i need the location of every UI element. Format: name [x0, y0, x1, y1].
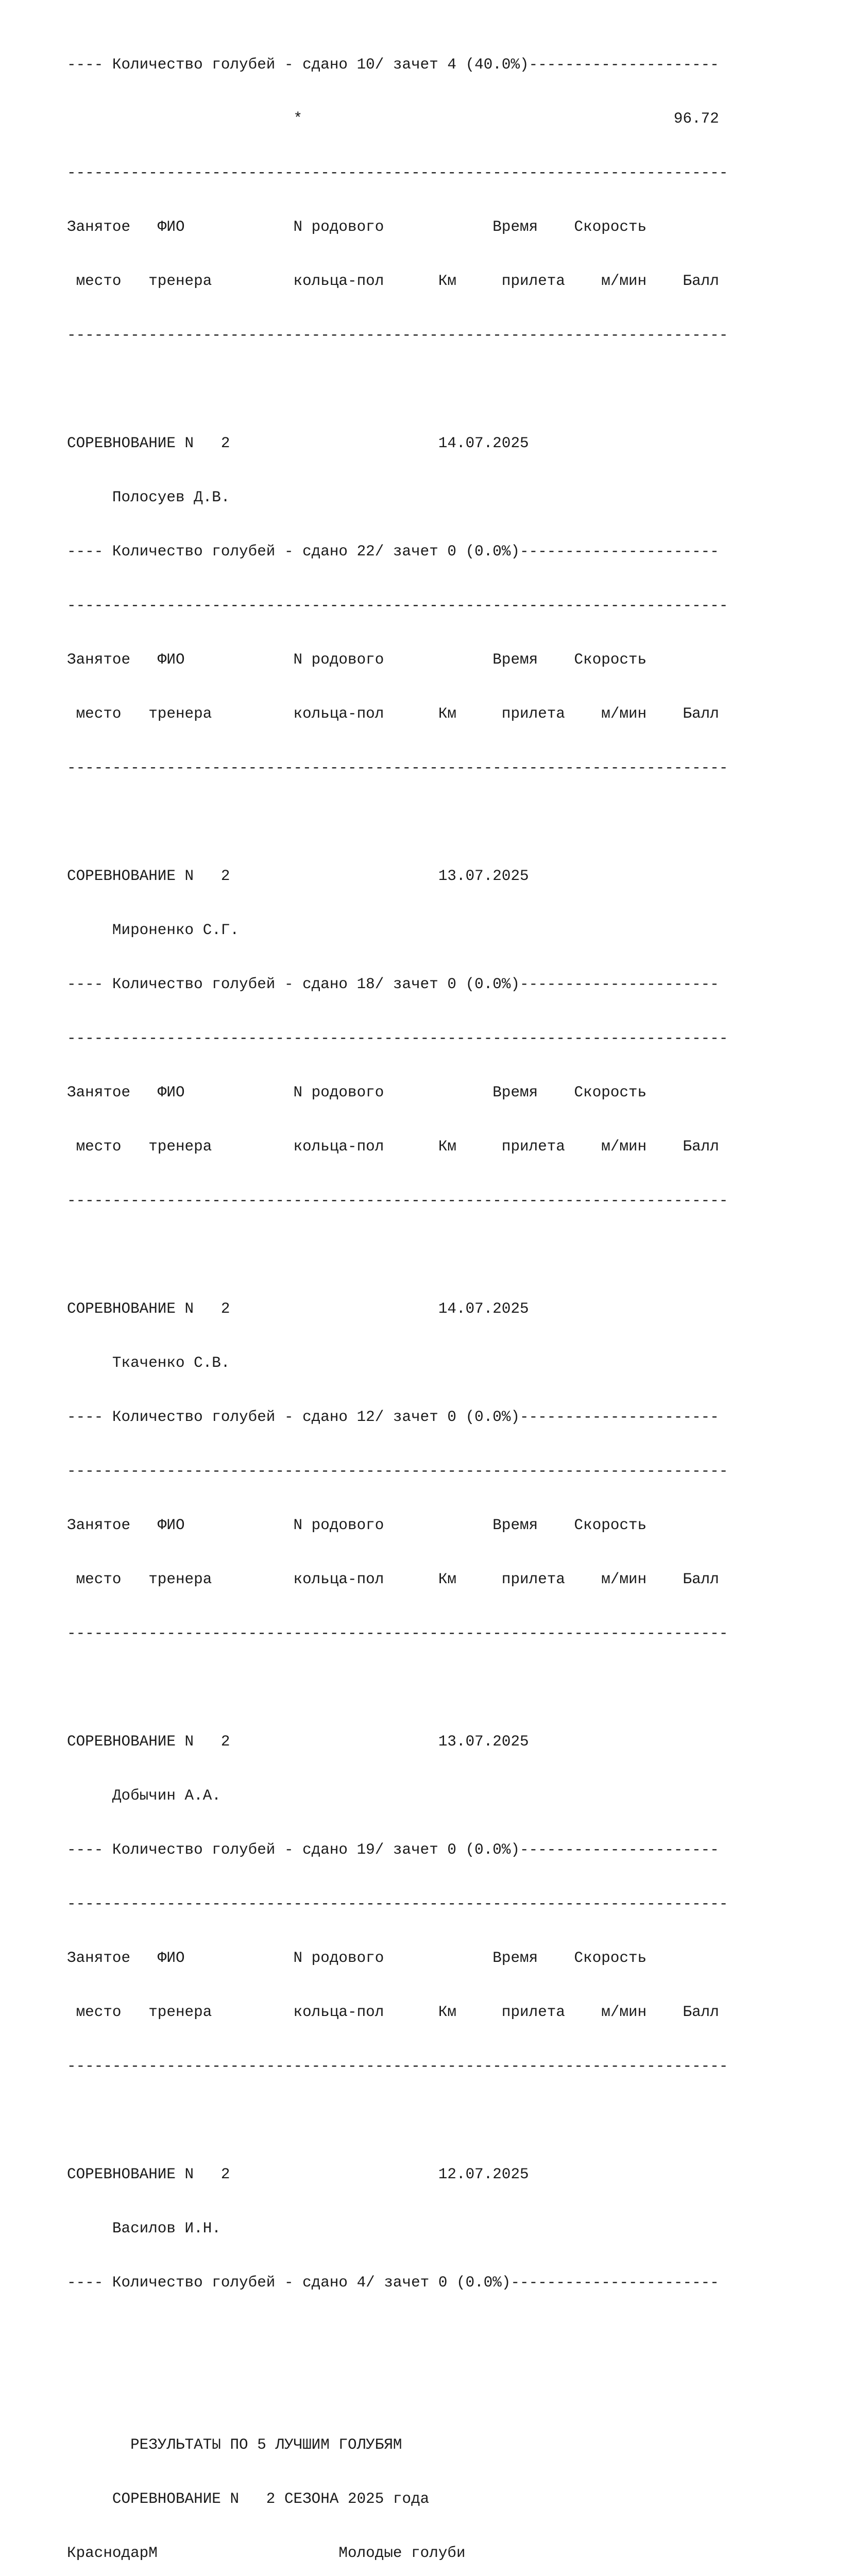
blank-line	[67, 2382, 728, 2400]
table-header-row-2: место тренера кольца-пол Км прилета м/мин Балл	[67, 1571, 719, 1588]
separator-line: -------------------------------------------------------------------------	[67, 759, 728, 776]
trainer-name: Полосуев Д.В.	[67, 489, 230, 506]
trainer-name: Добычин А.А.	[67, 1787, 221, 1804]
report-printout	[67, 20, 728, 2576]
pigeon-count-summary: ---- Количество голубей - сдано 22/ зачет 0 (0.0%)----------------------	[67, 543, 719, 560]
separator-line: -------------------------------------------------------------------------	[67, 2058, 728, 2075]
separator-line: -------------------------------------------------------------------------	[67, 597, 728, 614]
separator-line: -------------------------------------------------------------------------	[67, 327, 728, 344]
pigeon-count-summary: ---- Количество голубей - сдано 4/ зачет 0 (0.0%)-----------------------	[67, 2274, 719, 2291]
table-header-row-2: место тренера кольца-пол Км прилета м/мин Балл	[67, 273, 719, 290]
blank-line	[67, 380, 728, 398]
table-header-row-2: место тренера кольца-пол Км прилета м/мин Балл	[67, 2004, 719, 2021]
table-header-row-1: Занятое ФИО N родового Время Скорость	[67, 1950, 647, 1967]
separator-line: -------------------------------------------------------------------------	[67, 1895, 728, 1912]
table-header-row-2: место тренера кольца-пол Км прилета м/мин Балл	[67, 705, 719, 722]
competition-heading: СОРЕВНОВАНИЕ N 2 14.07.2025	[67, 435, 529, 452]
table-header-row-2: место тренера кольца-пол Км прилета м/мин Балл	[67, 1138, 719, 1155]
best-pigeons-title: РЕЗУЛЬТАТЫ ПО 5 ЛУЧШИМ ГОЛУБЯМ	[67, 2436, 402, 2453]
competition-heading: СОРЕВНОВАНИЕ N 2 13.07.2025	[67, 1733, 529, 1750]
blank-line	[67, 2328, 728, 2346]
table-header-row-1: Занятое ФИО N родового Время Скорость	[67, 651, 647, 668]
separator-line: -------------------------------------------------------------------------	[67, 1192, 728, 1209]
blank-line	[67, 813, 728, 831]
trainer-name: Ткаченко С.В.	[67, 1354, 230, 1371]
competition-heading: СОРЕВНОВАНИЕ N 2 13.07.2025	[67, 868, 529, 885]
separator-line: -------------------------------------------------------------------------	[67, 1030, 728, 1047]
separator-line: -------------------------------------------------------------------------	[67, 1625, 728, 1642]
separator-line: -------------------------------------------------------------------------	[67, 164, 728, 181]
score-total-line: * 96.72	[67, 110, 719, 127]
blank-line	[67, 2111, 728, 2129]
table-header-row-1: Занятое ФИО N родового Время Скорость	[67, 1084, 647, 1101]
separator-line: -------------------------------------------------------------------------	[67, 1463, 728, 1480]
blank-line	[67, 1246, 728, 1264]
club-category-line: КраснодарМ Молодые голуби	[67, 2545, 466, 2562]
competition-heading: СОРЕВНОВАНИЕ N 2 14.07.2025	[67, 1300, 529, 1317]
trainer-name: Мироненко С.Г.	[67, 922, 240, 939]
trainer-name: Василов И.Н.	[67, 2220, 221, 2237]
pigeon-count-summary: ---- Количество голубей - сдано 19/ зачет 0 (0.0%)----------------------	[67, 1841, 719, 1858]
competition-heading: СОРЕВНОВАНИЕ N 2 12.07.2025	[67, 2166, 529, 2183]
table-header-row-1: Занятое ФИО N родового Время Скорость	[67, 1517, 647, 1534]
blank-line	[67, 1679, 728, 1697]
pigeon-count-summary: ---- Количество голубей - сдано 18/ зачет 0 (0.0%)----------------------	[67, 976, 719, 993]
best-pigeons-subtitle: СОРЕВНОВАНИЕ N 2 СЕЗОНА 2025 года	[67, 2490, 430, 2507]
pigeon-count-summary: ---- Количество голубей - сдано 12/ зачет 0 (0.0%)----------------------	[67, 1409, 719, 1426]
pigeon-count-summary: ---- Количество голубей - сдано 10/ зачет 4 (40.0%)---------------------	[67, 56, 719, 73]
table-header-row-1: Занятое ФИО N родового Время Скорость	[67, 218, 647, 235]
